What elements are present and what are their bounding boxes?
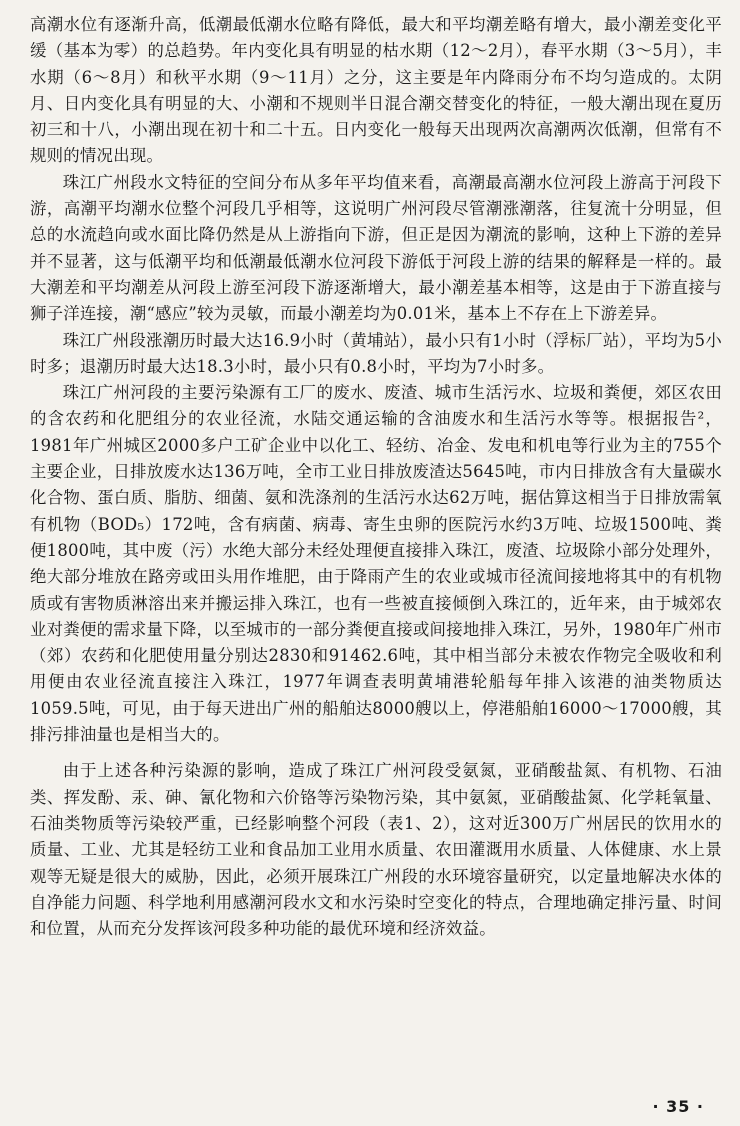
paragraph-pollution-impact: 由于上述各种污染源的影响，造成了珠江广州河段受氨氮，亚硝酸盐氮、有机物、石油类、挥发酚、汞、砷、氰化物和六价铬等污染物污染，其中氨氮，亚硝酸盐氮、化学耗氧量、石油类物质等污染较严重，已经影响整个河段（表1、2），这对近300万广州居民的饮用水的质量、工业、尤其是轻纺工业和食品加工业用水质量、农田灌溉用水质量、人体健康、水上景观等无疑是很大的威胁，因此，必须开展珠江广州段的水环境容量研究，以定量地解决水体的自净能力问题、科学地利用感潮河段水文和水污染时空变化的特点，合理地确定排污量、时间和位置，从而充分发挥该河段多种功能的最优环境和经济效益。 [30,761,722,939]
paragraph-tide-duration: 珠江广州段涨潮历时最大达16.9小时（黄埔站），最小只有1小时（浮标厂站），平均为5小时多；退潮历时最大达18.3小时，最小只有0.8小时，平均为7小时多。 [30,330,722,376]
body-text [30,12,722,942]
paragraph-pollution-sources: 珠江广州河段的主要污染源有工厂的废水、废渣、城市生活污水、垃圾和粪便，郊区农田的含农药和化肥组分的农业径流，水陆交通运输的含油废水和生活污水等等。根据报告²，1981年广州城区2000多户工矿企业中以化工、轻纺、冶金、发电和机电等行业为主的755个主要企业，日排放废水达136万吨，全市工业日排放废渣达5645吨，市内日排放含有大量碳水化合物、蛋白质、脂肪、细菌、氨和洗涤剂的生活污水达62万吨，据估算这相当于日排放需氧有机物（BOD₅）172吨，含有病菌、病毒、寄生虫卵的医院污水约3万吨、垃圾1500吨、粪便1800吨，其中废（污）水绝大部分未经处理便直接排入珠江，废渣、垃圾除小部分处理外，绝大部分堆放在路旁或田头用作堆肥，由于降雨产生的农业或城市径流间接地将其中的有机物质或有害物质淋溶出来并搬运排入珠江，也有一些被直接倾倒入珠江的，近年来，由于城郊农业对粪便的需求量下降，以至城市的一部分粪便直接或间接地排入珠江，另外，1980年广州市（郊）农药和化肥使用量分别达2830和91462.6吨，其中相当部分未被农作物完全吸收和利用便由农业径流直接注入珠江，1977年调查表明黄埔港轮船每年排入该港的油类物质达1059.5吨，可见，由于每天进出广州的船舶达8000艘以上，停港船舶16000～17000艘，其排污排油量也是相当大的。 [30,383,722,745]
paragraph-tide-trend: 高潮水位有逐渐升高，低潮最低潮水位略有降低，最大和平均潮差略有增大，最小潮差变化平缓（基本为零）的总趋势。年内变化具有明显的枯水期（12～2月），春平水期（3～5月），丰水期（6～8月）和秋平水期（9～11月）之分，这主要是年内降雨分布不均匀造成的。太阴月、日内变化具有明显的大、小潮和不规则半日混合潮交替变化的特征，一般大潮出现在夏历初三和十八，小潮出现在初十和二十五。日内变化一般每天出现两次高潮两次低潮，但常有不规则的情况出现。 [30,15,722,166]
paragraph-spatial-distribution: 珠江广州段水文特征的空间分布从多年平均值来看，高潮最高潮水位河段上游高于河段下游，高潮平均潮水位整个河段几乎相等，这说明广州河段尽管潮涨潮落，往复流十分明显，但总的水流趋向或水面比降仍然是从上游指向下游，但正是因为潮流的影响，这种上下游的差异并不显著，这与低潮平均和低潮最低潮水位河段下游低于河段上游的结果的解释是一样的。最大潮差和平均潮差从河段上游至河段下游逐渐增大，最小潮差基本相等，这是由于下游直接与狮子洋连接，潮“感应”较为灵敏，而最小潮差均为0.01米，基本上不存在上下游差异。 [30,172,722,324]
page-number: · 35 · [652,1097,704,1116]
